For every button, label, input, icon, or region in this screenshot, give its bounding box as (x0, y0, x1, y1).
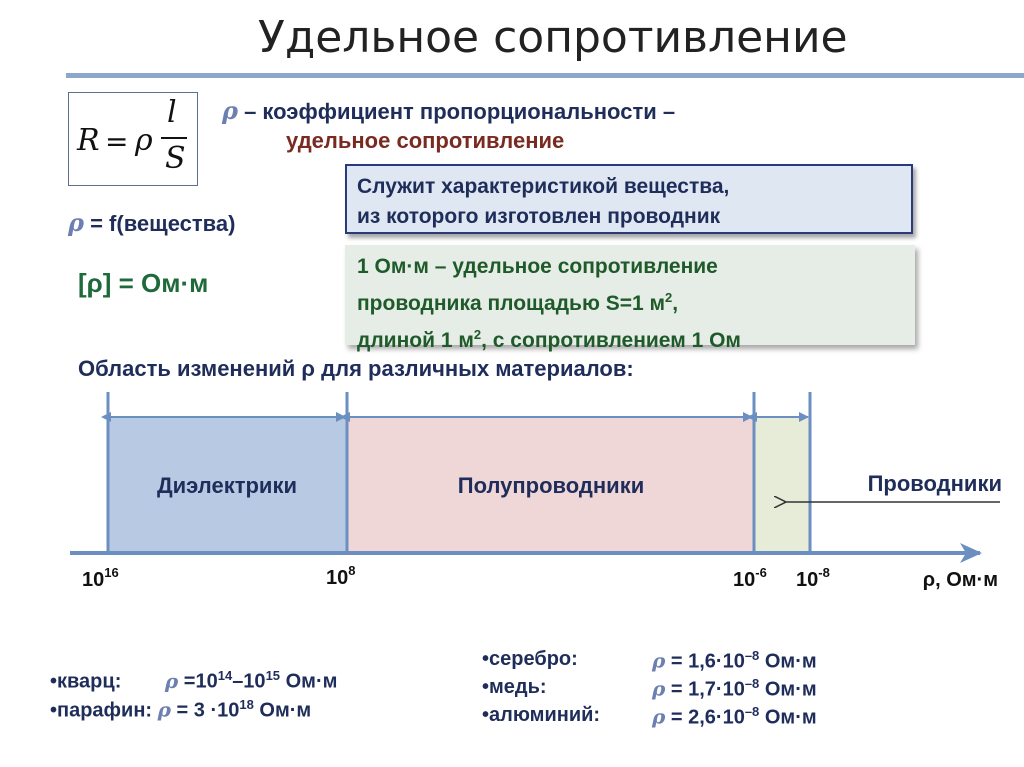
tick-label-1e16: $10^{16}$ (82, 565, 119, 591)
tick-label-1e-8: $10^{-8}$ (796, 565, 830, 591)
example-copper-value: $\rho = 1,7\cdot 10^{-8}$ Ом·м (652, 676, 817, 701)
example-aluminium: •алюминий: (482, 704, 601, 726)
info-box-1-line-1: Служит характеристикой вещества, (357, 175, 730, 198)
rho-symbol: ρ (157, 697, 171, 722)
info-box-2-line-1: 1 Ом·м – удельное сопротивление (357, 255, 718, 278)
example-copper: •медь: (482, 676, 547, 698)
rho-symbol: ρ (68, 208, 84, 237)
band-conductors (754, 417, 810, 553)
resistivity-scale-diagram (0, 380, 1024, 620)
title-underline (66, 73, 1024, 78)
range-title: Область изменений ρ для различных материалов: (78, 356, 634, 381)
formula-denominator: S (165, 141, 186, 176)
formula-rho: ρ (135, 123, 153, 158)
band-label-conductors: Проводники (867, 471, 1002, 496)
example-paraffin: •парафин: $\rho = 3 \cdot 10^{18}$ Ом·м (50, 697, 312, 722)
tick-label-1e8: $10^8$ (326, 563, 356, 589)
rho-symbol: ρ (652, 648, 666, 673)
fraction-bar (161, 137, 187, 139)
info-box-unit-definition (345, 245, 915, 352)
unit-formula: [ρ] = Ом·м (78, 268, 209, 298)
example-quartz: •кварц: $\rho =10^{14}-10^{15}$ Ом·м (50, 668, 338, 693)
dependency-formula (68, 208, 235, 237)
formula-box (68, 92, 198, 186)
rho-symbol: ρ (652, 676, 666, 701)
axis-label: ρ, Ом·м (922, 569, 998, 591)
rho-symbol: ρ (222, 96, 238, 125)
info-box-2-line-3: длиной 1 $м^2$, с сопротивлением 1 Ом (357, 327, 741, 352)
tick-label-1e-6: $10^{-6}$ (733, 565, 767, 591)
band-label-semiconductors: Полупроводники (457, 473, 645, 498)
definition-text: – коэффициент пропорциональности – (237, 99, 676, 124)
definition-line-2: удельное сопротивление (286, 128, 565, 153)
band-label-dielectrics: Диэлектрики (156, 473, 298, 498)
formula-lhs: R (77, 123, 100, 158)
dependency-text: = f(вещества) (83, 211, 236, 236)
definition-line-1 (222, 96, 675, 125)
example-silver-value: $\rho = 1,6\cdot 10^{-8}$ Ом·м (652, 648, 817, 673)
page-title: Удельное сопротивление (258, 12, 848, 63)
info-box-characteristic (345, 164, 913, 234)
example-aluminium-value: $\rho = 2,6\cdot 10^{-8}$ Ом·м (652, 704, 817, 729)
formula-numerator: l (167, 95, 177, 130)
rho-symbol: ρ (652, 704, 666, 729)
example-silver: •серебро: (482, 648, 578, 670)
info-box-2-line-2: проводника площадью S=1 $м^2$, (357, 290, 679, 315)
formula-equals: = (105, 125, 129, 158)
rho-symbol: ρ (164, 668, 179, 693)
info-box-1-line-2: из которого изготовлен проводник (357, 205, 721, 228)
